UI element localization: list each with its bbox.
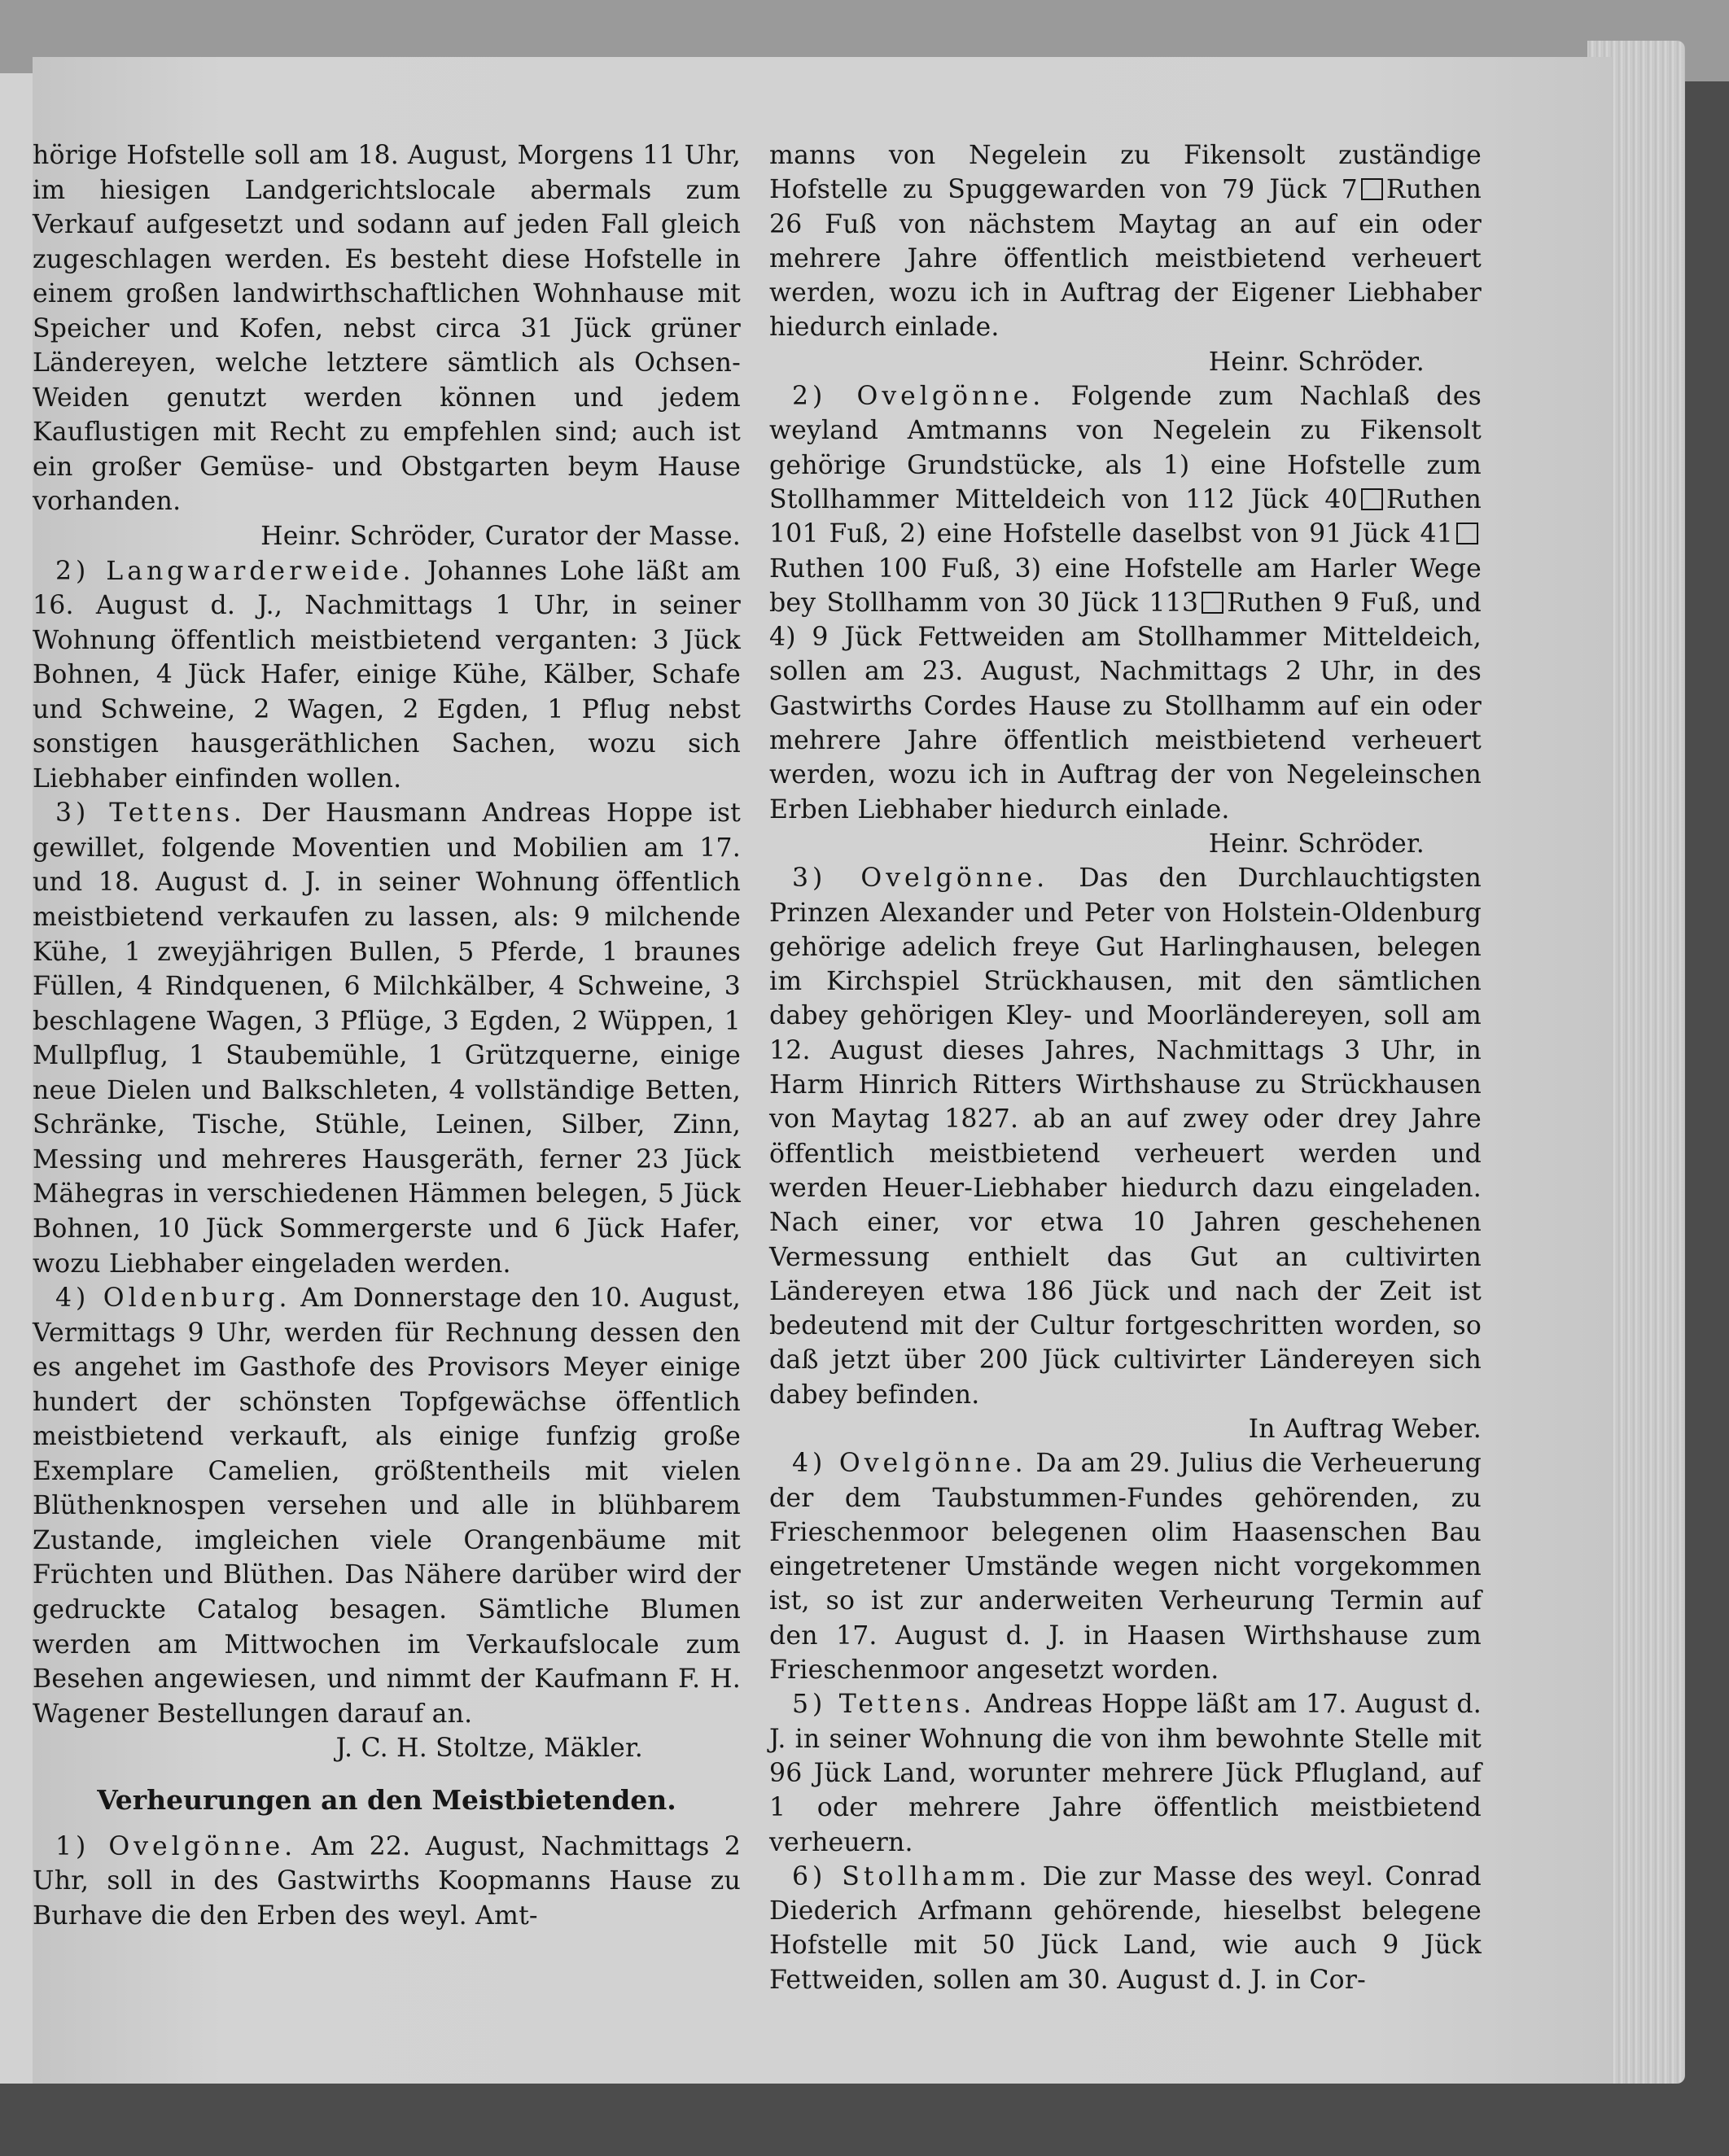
lease-ovelgoenne-1-signature: Heinr. Schröder. [1208,347,1425,377]
square-rod-symbol [1361,488,1383,510]
lease-stollhamm [769,1860,1482,1997]
notice-tettens [33,796,741,1281]
lease-ovelgoenne-1-continued [769,138,1482,345]
lease-ovelgoenne-2-signature: Heinr. Schröder. [1208,829,1425,859]
place-name: 3) Ovelgönne. [792,864,1049,894]
notice-oldenburg-signature: J. C. H. Stoltze, Mäkler. [335,1734,643,1764]
place-name: 2) Langwarderweide. [55,556,415,586]
square-rod-symbol [1202,592,1223,614]
notice-text: Ruthen 101 Fuß, 2) eine Hofstelle daselbst von 91 Jück 41 [769,484,1482,549]
notice-text: Das den Durchlauchtigsten Prinzen Alexander und Peter von Holstein-Oldenburg gehörige adelich freye Gut Harlinghausen, belegen im Kirchspiel Strückhausen, mit den sämtlichen dabey gehörigen Kley- und Moorländereyen, soll am 12. August dieses Jahres, Nachmittags 3 Uhr, in Harm Hinrich Ritters Wirthshause zu Strückhausen von Maytag 1827. ab an auf zwey oder drey Jahre öffentlich meistbietend verheuert werden und werden Heuer-Liebhaber hiedurch dazu eingeladen. Nach einer, vor etwa 10 Jahren geschehenen Vermessung enthielt das Gut an cultivirten Ländereyen etwa 186 Jück und nach der Zeit ist bedeutend mit der Cultur fortgeschritten worden, so daß jetzt über 200 Jück cultivirter Ländereyen sich dabey befinden. [769,864,1482,1410]
notice-text: manns von Negelein zu Fikensolt zuständige Hofstelle zu Spuggewarden von 79 Jück 7 [769,141,1482,205]
lease-ovelgoenne-3-signature: In Auftrag Weber. [1248,1414,1482,1444]
notice-text: Folgende zum Nachlaß des weyland Amtmanns von Negelein zu Fikensolt gehörige Grundstücke, als 1) eine Hofstelle zum Stollhammer Mitteldeich von 112 Jück 40 [769,382,1482,514]
notice-hofstelle-text: hörige Hofstelle soll am 18. August, Morgens 11 Uhr, im hiesigen Landgerichtslocale abermals zum Verkauf aufgesetzt und sodann auf jeden Fall gleich zugeschlagen werden. Es besteht diese Hofstelle in einem großen landwirthschaftlichen Wohnhause mit Speicher und Kofen, nebst circa 31 Jück grüner Ländereyen, welche letztere sämtlich als Ochsen-Weiden genutzt werden können und jedem Kauflustigen mit Recht zu empfehlen sind; auch ist ein großer Gemüse- und Obstgarten beym Hause vorhanden. [33,141,741,517]
place-name: 1) Ovelgönne. [55,1831,297,1861]
lease-tettens [769,1687,1482,1859]
right-column [769,138,1482,1997]
notice-text: Andreas Hoppe läßt am 17. August d. J. in seiner Wohnung die von ihm bewohnte Stelle mit 96 Jück Land, worunter mehrere Jück Pflugland, auf 1 oder mehrere Jahre öffentlich meistbietend verheuern. [769,1690,1482,1857]
lease-ovelgoenne-2 [769,379,1482,827]
notice-text: Der Hausmann Andreas Hoppe ist gewillet, folgende Moventien und Mobilien am 17. und 18. August d. J. in seiner Wohnung öffentlich meistbietend verkaufen zu lassen, als: 9 milchende Kühe, 1 zweyjährigen Bullen, 5 Pferde, 1 braunes Füllen, 4 Rindquenen, 6 Milchkälber, 4 Schweine, 3 beschlagene Wagen, 3 Pflüge, 3 Egden, 2 Wüppen, 1 Mullpflug, 1 Staubemühle, 1 Grützquerne, einige neue Dielen und Balkschleten, 4 vollständige Betten, Schränke, Tische, Stühle, Leinen, Silber, Zinn, Messing und mehreres Hausgeräth, ferner 23 Jück Mähegras in verschiedenen Hämmen belegen, 5 Jück Bohnen, 10 Jück Sommergerste und 6 Jück Hafer, wozu Liebhaber eingeladen werden. [33,798,741,1279]
notice-text: Ruthen 100 Fuß, 3) eine Hofstelle am Harler Wege bey Stollhamm von 30 Jück 113 [769,553,1482,618]
place-name: 4) Ovelgönne. [792,1449,1027,1479]
notice-oldenburg [33,1281,741,1731]
section-heading: Verheurungen an den Meistbietenden. [97,1783,676,1816]
lease-ovelgoenne-3 [769,861,1482,1412]
notice-text: Johannes Lohe läßt am 16. August d. J., Nachmittags 1 Uhr, in seiner Wohnung öffentlich meistbietend verganten: 3 Jück Bohnen, 4 Jück Hafer, einige Kühe, Kälber, Schafe und Schweine, 2 Wagen, 2 Egden, 1 Pflug nebst sonstigen hausgeräthlichen Sachen, wozu sich Liebhaber einfinden wollen. [33,556,742,794]
left-column [33,138,741,1933]
place-name: 3) Tettens. [55,798,246,829]
notice-text: Am Donnerstage den 10. August, Vermittags 9 Uhr, werden für Rechnung dessen den es angehet im Gasthofe des Provisors Meyer einige hundert der schönsten Topfgewächse öffentlich meistbietend verkauft, als einige funfzig große Exemplare Camelien, größtentheils mit vielen Blüthenknospen versehen und alle in blühbarem Zustande, imgleichen viele Orangenbäume mit Früchten und Blüthen. Das Nähere darüber wird der gedruckte Catalog besagen. Sämtliche Blumen werden am Mittwochen im Verkaufslocale zum Besehen angewiesen, und nimmt der Kaufmann F. H. Wagener Bestellungen darauf an. [33,1284,741,1729]
square-rod-symbol [1456,523,1478,544]
lease-ovelgoenne-4 [769,1446,1482,1687]
notice-text: Da am 29. Julius die Verheuerung der dem Taubstummen-Fundes gehörenden, zu Frieschenmoor belegenen olim Haasenschen Bau eingetretener Umstände wegen nicht vorgekommen ist, so ist zur anderweiten Verheurung Termin auf den 17. August d. J. in Haasen Wirthshause zum Frieschenmoor angesetzt worden. [769,1449,1482,1686]
notice-langwarderweide [33,554,741,797]
square-rod-symbol [1361,178,1383,200]
notice-text: Ruthen 9 Fuß, und 4) 9 Jück Fettweiden am Stollhammer Mitteldeich, sollen am 23. August, Nachmittags 2 Uhr, in des Gastwirths Cordes Hause zu Stollhamm auf ein oder mehrere Jahre öffentlich meistbietend verheuert werden, wozu ich in Auftrag der von Negeleinschen Erben Liebhaber hiedurch einlade. [769,588,1482,824]
place-name: 5) Tettens. [792,1690,976,1720]
notice-text: Am 22. August, Nachmittags 2 Uhr, soll in des Gastwirths Koopmanns Hause zu Burhave die den Erben des weyl. Amt- [33,1831,742,1931]
previous-page-edge [0,73,33,2084]
place-name: 6) Stollhamm. [792,1861,1031,1891]
notice-text: Die zur Masse des weyl. Conrad Diederich Arfmann gehörende, hieselbst belegene Hofstelle mit 50 Jück Land, wie auch 9 Jück Fettweiden, sollen am 30. August d. J. in Cor- [769,1861,1482,1995]
place-name: 2) Ovelgönne. [792,382,1045,412]
place-name: 4) Oldenburg. [55,1284,291,1314]
notice-hofstelle-signature: Heinr. Schröder, Curator der Masse. [260,522,741,552]
notice-text: Ruthen 26 Fuß von nächstem Maytag an auf ein oder mehrere Jahre öffentlich meistbietend verheuert werden, wozu ich in Auftrag der Eigener Liebhaber hiedurch einlade. [769,175,1482,343]
lease-ovelgoenne-1 [33,1830,741,1934]
newspaper-page [33,57,1612,2084]
